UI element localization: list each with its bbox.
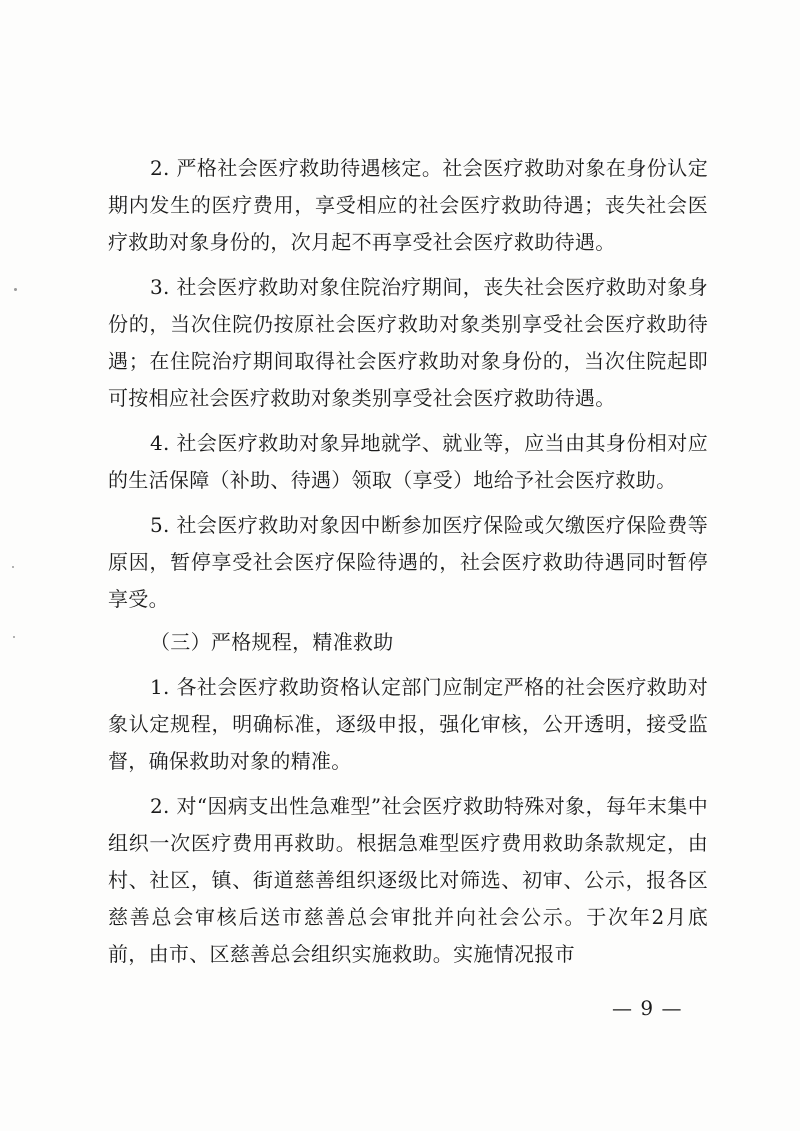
document-body <box>108 150 708 973</box>
paragraph-item-3: 3. 社会医疗救助对象住院治疗期间，丧失社会医疗救助对象身份的，当次住院仍按原社会医疗救助对象类别享受社会医疗救助待遇；在住院治疗期间取得社会医疗救助对象身份的，当次住院起即可按相应社会医疗救助对象类别享受社会医疗救助待遇。 <box>108 275 708 410</box>
page-number: — 9 — <box>612 996 683 1020</box>
paragraph-item-5: 5. 社会医疗救助对象因中断参加医疗保险或欠缴医疗保险费等原因，暂停享受社会医疗保险待遇的，社会医疗救助待遇同时暂停享受。 <box>108 513 708 611</box>
scan-speck <box>14 288 17 291</box>
paragraph-section3-item-1: 1. 各社会医疗救助资格认定部门应制定严格的社会医疗救助对象认定规程，明确标准，逐级申报，强化审核，公开透明，接受监督，确保救助对象的精准。 <box>108 675 708 773</box>
section-heading: （三）严格规程，精准救助 <box>150 630 394 654</box>
paragraph-section3-item-2: 2. 对“因病支出性急难型”社会医疗救助特殊对象，每年末集中组织一次医疗费用再救助。根据急难型医疗费用救助条款规定，由村、社区，镇、街道慈善组织逐级比对筛选、初审、公示，报各区慈善总会审核后送市慈善总会审批并向社会公示。于次年2月底前，由市、区慈善总会组织实施救助。实施情况报市 <box>108 794 708 966</box>
paragraph-item-2: 2. 严格社会医疗救助待遇核定。社会医疗救助对象在身份认定期内发生的医疗费用，享受相应的社会医疗救助待遇；丧失社会医疗救助对象身份的，次月起不再享受社会医疗救助待遇。 <box>108 156 708 254</box>
scan-speck <box>13 636 15 638</box>
paragraph-item-4: 4. 社会医疗救助对象异地就学、就业等，应当由其身份相对应的生活保障（补助、待遇）领取（享受）地给予社会医疗救助。 <box>108 431 708 492</box>
scan-speck <box>12 566 14 568</box>
